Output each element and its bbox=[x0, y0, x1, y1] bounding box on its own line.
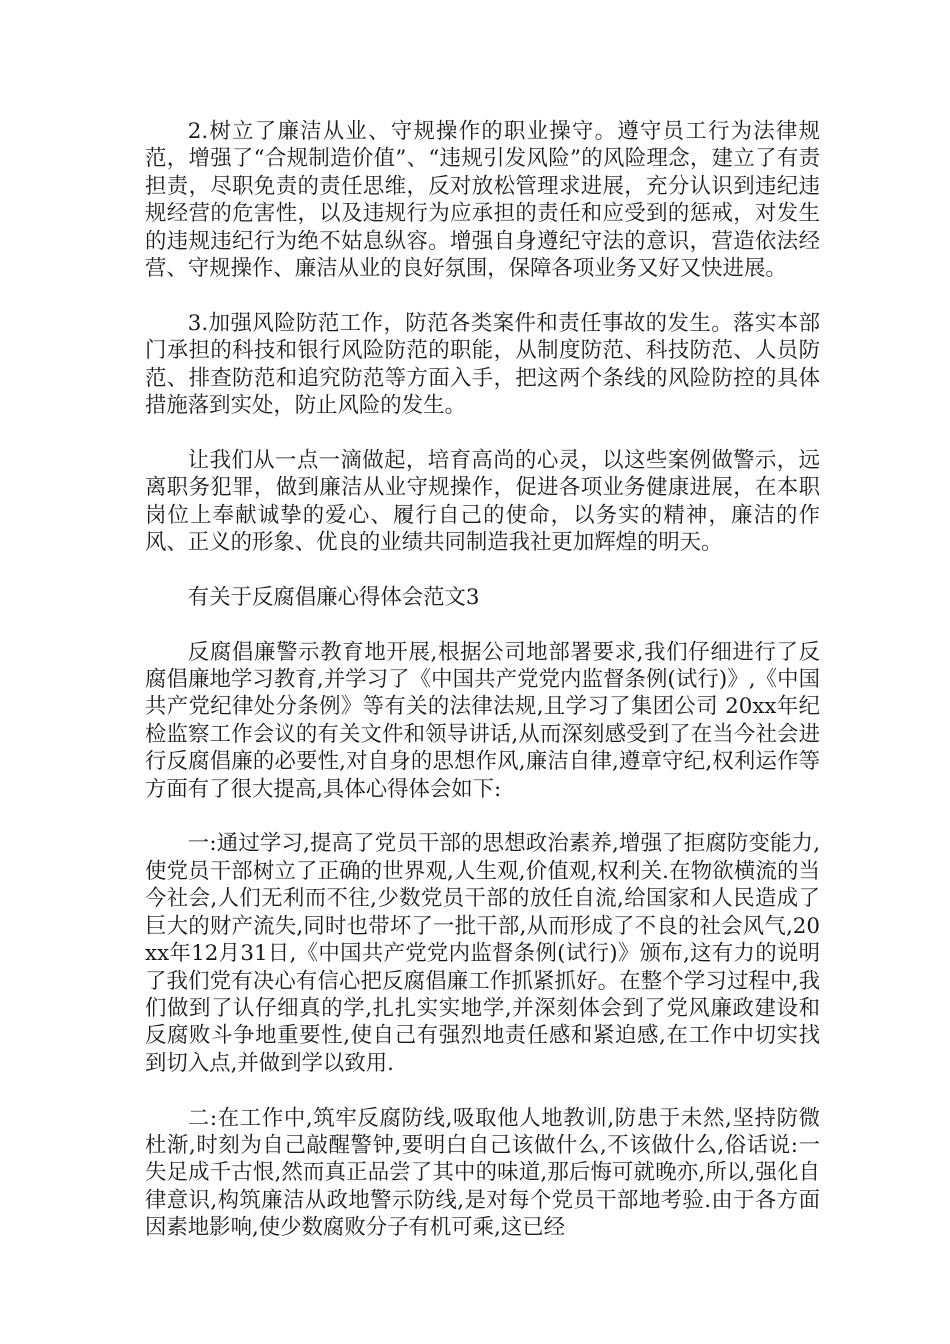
document-page bbox=[145, 118, 820, 1269]
paragraph-item-2: 2.树立了廉洁从业、守规操作的职业操守。遵守员工行为法律规范，增强了“合规制造价值”、“违规引发风险”的风险理念，建立了有责担责，尽职免责的责任思维，反对放松管理求进展，充分认识到违纪违规经营的危害性，以及违规行为应承担的责任和应受到的惩戒，对发生的违规违纪行为绝不姑息纵容。增强自身遵纪守法的意识，营造依法经营、守规操作、廉洁从业的良好氛围，保障各项业务又好又快进展。 bbox=[145, 119, 820, 282]
paragraph-point-one: 一:通过学习,提高了党员干部的思想政治素养,增强了拒腐防变能力,使党员干部树立了正确的世界观,人生观,价值观,权利关.在物欲横流的当今社会,人们无利而不往,少数党员干部的放任自流,给国家和人民造成了巨大的财产流失,同时也带坏了一批干部,从而形成了不良的社会风气,20xx年12月31日,《中国共产党党内监督条例(试行)》颁布,这有力的说明了我们党有决心有信心把反腐倡廉工作抓紧抓好。在整个学习过程中,我们做到了认仔细真的学,扎扎实实地学,并深刻体会到了党风廉政建设和反腐败斗争地重要性,使自己有强烈地责任感和紧迫感,在工作中切实找到切入点,并做到学以致用. bbox=[145, 831, 820, 1076]
paragraph-item-3: 3.加强风险防范工作，防范各类案件和责任事故的发生。落实本部门承担的科技和银行风险防范的职能，从制度防范、科技防范、人员防范、排查防范和追究防范等方面入手，把这两个条线的风险防控的具体措施落到实处，防止风险的发生。 bbox=[145, 310, 820, 419]
paragraph-intro: 反腐倡廉警示教育地开展,根据公司地部署要求,我们仔细进行了反腐倡廉地学习教育,并学习了《中国共产党党内监督条例(试行)》,《中国共产党纪律处分条例》等有关的法律法规,且学习了集团公司 20xx年纪检监察工作会议的有关文件和领导讲话,从而深刻感受到了在当今社会进行反腐倡廉的必要性,对自身的思想作风,廉洁自律,遵章守纪,权利运作等方面有了很大提高,具体心得体会如下: bbox=[145, 639, 820, 802]
section-heading: 有关于反腐倡廉心得体会范文3 bbox=[187, 584, 480, 610]
paragraph-point-two: 二:在工作中,筑牢反腐防线,吸取他人地教训,防患于未然,坚持防微杜渐,时刻为自己敲醒警钟,要明白自己该做什么,不该做什么,俗话说:一失足成千古恨,然而真正品尝了其中的味道,那后悔可就晚亦,所以,强化自律意识,构筑廉洁从政地警示防线,是对每个党员干部地考验.由于各方面因素地影响,使少数腐败分子有机可乘,这已经 bbox=[145, 1105, 820, 1241]
paragraph-conclusion: 让我们从一点一滴做起，培育高尚的心灵，以这些案例做警示，远离职务犯罪，做到廉洁从业守规操作，促进各项业务健康进展，在本职岗位上奉献诚挚的爱心、履行自己的使命，以务实的精神，廉洁的作风、正义的形象、优良的业绩共同制造我社更加辉煌的明天。 bbox=[145, 447, 820, 556]
